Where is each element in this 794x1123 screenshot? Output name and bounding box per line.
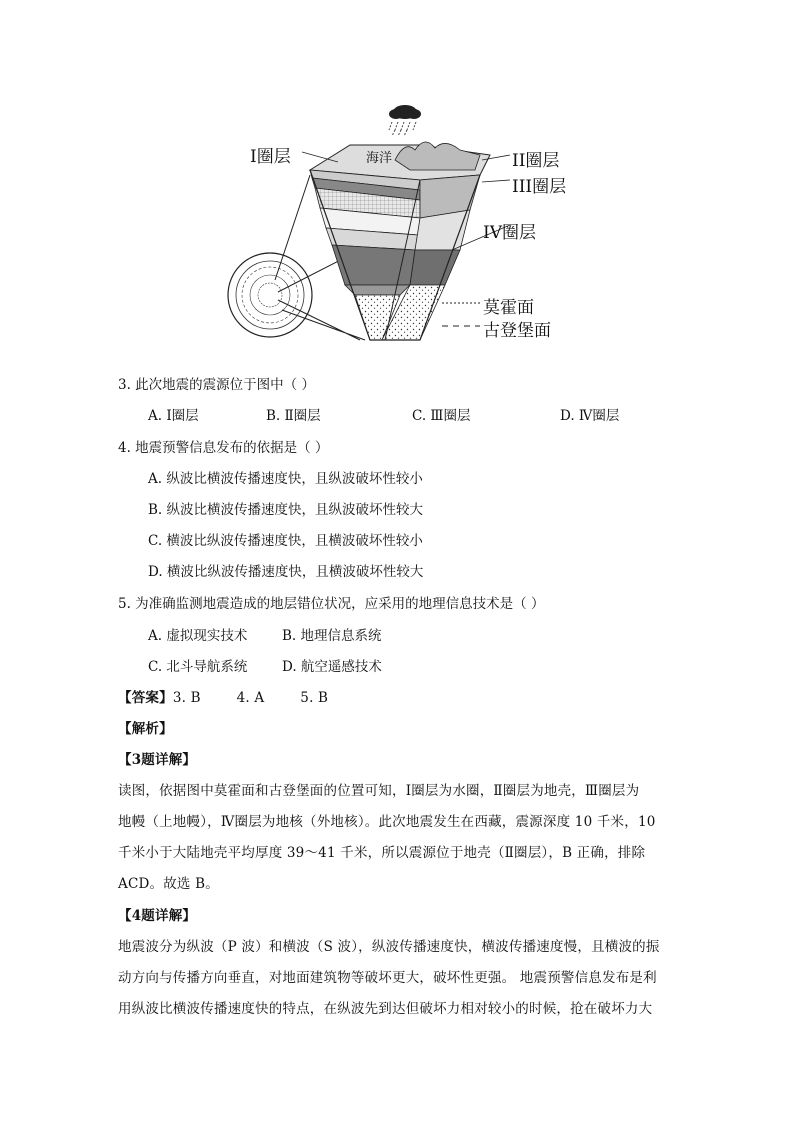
q4-option-c: C. 横波比纵波传播速度快，且横波破坏性较小 — [148, 533, 423, 549]
detail-3-label: 【3题详解】 — [118, 752, 197, 768]
label-layer-4: IV圈层 — [483, 223, 536, 243]
detail-4-line-2: 动方向与传播方向垂直，对地面建筑物等破坏更大，破坏性更强。 地震预警信息发布是利 — [118, 970, 657, 986]
q3-option-a: A. Ⅰ圈层 — [148, 408, 199, 424]
q3-option-b: B. Ⅱ圈层 — [266, 408, 321, 424]
q3-option-c: C. Ⅲ圈层 — [412, 408, 471, 424]
label-layer-3: III圈层 — [512, 177, 567, 197]
q4-option-a: A. 纵波比横波传播速度快，且纵波破坏性较小 — [148, 471, 423, 487]
label-layer-1: I圈层 — [250, 147, 291, 167]
label-layer-2: II圈层 — [512, 151, 560, 171]
earth-structure-diagram — [220, 100, 580, 350]
q4-option-d: D. 横波比纵波传播速度快，且横波破坏性较大 — [148, 564, 424, 580]
analysis-label: 【解析】 — [118, 721, 173, 737]
answer-line — [118, 686, 328, 706]
legend-lines — [442, 303, 480, 326]
q5-option-b: B. 地理信息系统 — [282, 628, 382, 644]
detail-3-line-4: ACD。故选 B。 — [118, 876, 219, 892]
rain-cloud-icon — [389, 105, 421, 136]
q5-option-d: D. 航空遥感技术 — [282, 659, 382, 675]
label-ocean: 海洋 — [366, 151, 393, 166]
question-4-stem: 4. 地震预警信息发布的依据是（ ） — [118, 440, 329, 456]
answer-text: 3. B 4. A 5. B — [172, 690, 329, 706]
wedge-body — [310, 142, 490, 340]
q4-option-b: B. 纵波比横波传播速度快，且纵波破坏性较大 — [148, 502, 424, 518]
question-5-stem: 5. 为准确监测地震造成的地层错位状况，应采用的地理信息技术是（ ） — [118, 596, 545, 612]
q3-option-d: D. Ⅳ圈层 — [560, 408, 620, 424]
question-3-stem: 3. 此次地震的震源位于图中（ ） — [118, 377, 315, 393]
q5-option-a: A. 虚拟现实技术 — [148, 628, 248, 644]
detail-3-line-1: 读图，依据图中莫霍面和古登堡面的位置可知，Ⅰ圈层为水圈，Ⅱ圈层为地壳，Ⅲ圈层为 — [118, 783, 640, 799]
detail-3-line-3: 千米小于大陆地壳平均厚度 39～41 千米，所以震源位于地壳（Ⅱ圈层），B 正确，排除 — [118, 845, 646, 861]
q5-option-c: C. 北斗导航系统 — [148, 659, 248, 675]
detail-4-line-1: 地震波分为纵波（P 波）和横波（S 波），纵波传播速度快，横波传播速度慢，且横波的振 — [118, 939, 660, 955]
answer-label: 【答案】 — [118, 690, 173, 706]
detail-3-line-2: 地幔（上地幔），Ⅳ圈层为地核（外地核）。此次地震发生在西藏，震源深度 10 千米，10 — [118, 814, 656, 830]
legend-moho: 莫霍面 — [483, 298, 534, 318]
detail-4-line-3: 用纵波比横波传播速度快的特点，在纵波先到达但破坏力相对较小的时候，抢在破坏力大 — [118, 1001, 653, 1017]
legend-gutenberg: 古登堡面 — [483, 321, 551, 341]
detail-4-label: 【4题详解】 — [118, 908, 197, 924]
